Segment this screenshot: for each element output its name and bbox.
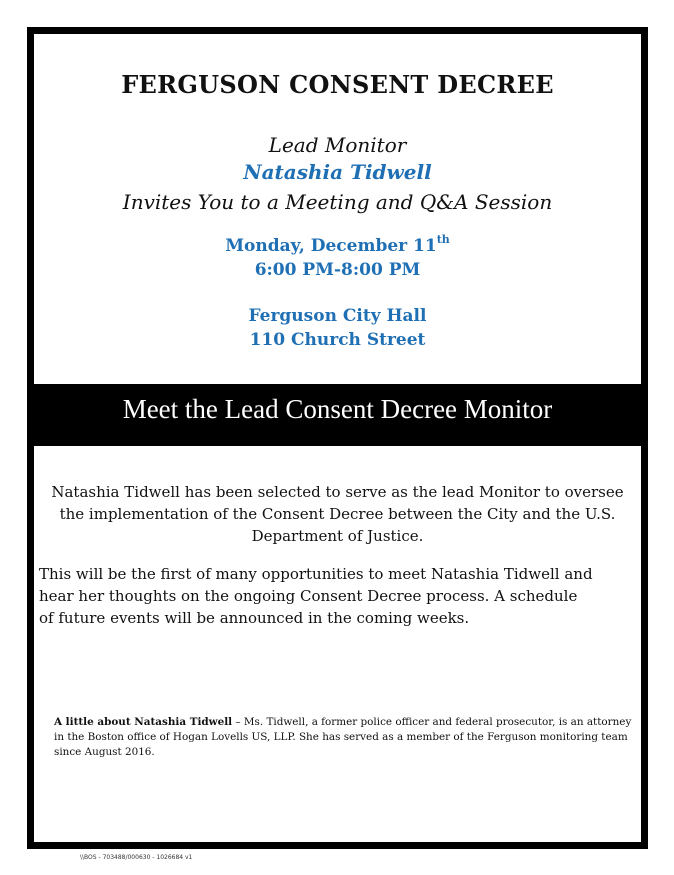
invitation-text: Invites You to a Meeting and Q&A Session [122, 190, 553, 214]
about-text: – Ms. Tidwell, a former police officer and federal prosecutor, is an attorney in the Boston office of Hogan Lovells US, LLP. She has served as a member of the Ferguson monitoring team since August 2016. [54, 716, 632, 758]
event-address: 110 Church Street [249, 330, 426, 350]
body-panel [34, 446, 641, 842]
document-title: FERGUSON CONSENT DECREE [121, 70, 554, 99]
monitor-name: Natashia Tidwell [243, 160, 432, 184]
role-label: Lead Monitor [268, 133, 407, 157]
event-location: Ferguson City Hall [248, 306, 427, 326]
opportunity-paragraph: This will be the first of many opportunities to meet Natashia Tidwell and hear her thoughts on the ongoing Consent Decree process. A schedule of future events will be announced in the coming weeks. [39, 565, 593, 627]
event-date [34, 233, 641, 256]
event-time: 6:00 PM-8:00 PM [254, 260, 421, 280]
about-lead: A little about Natashia Tidwell [54, 716, 233, 728]
intro-paragraph: Natashia Tidwell has been selected to serve as the lead Monitor to oversee the implementation of the Consent Decree between the City and the U.S. Department of Justice. [51, 483, 624, 545]
event-date-suffix: th [436, 233, 450, 246]
event-date-main: Monday, December 11 [225, 236, 437, 256]
header-panel [34, 34, 641, 384]
section-banner: Meet the Lead Consent Decree Monitor [122, 394, 553, 424]
document-id: \\BOS - 703488/000630 - 1026684 v1 [80, 854, 193, 861]
about-paragraph [54, 715, 636, 760]
